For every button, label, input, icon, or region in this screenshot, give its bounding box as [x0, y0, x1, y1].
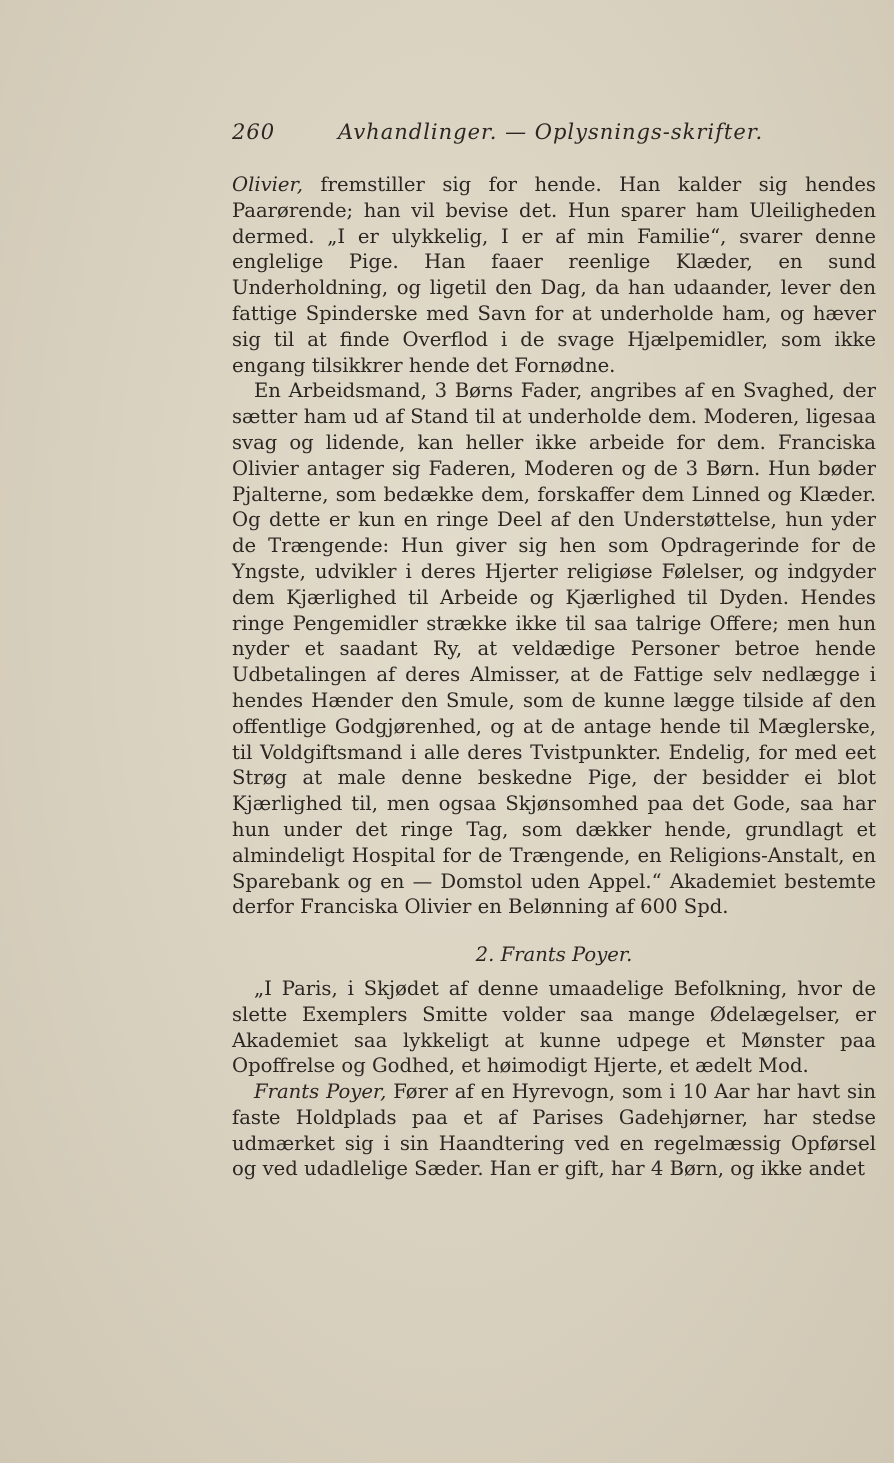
running-header	[232, 120, 792, 144]
body-text	[232, 172, 876, 1182]
paragraph-1-body: fremstiller sig for hende. Han kalder sig hendes Paarørende; han vil bevise det. Hun sparer ham Uleiligheden dermed. „I er ulykkelig, I er af min Familie“, svarer denne englelige Pige. Han faaer reenlige Klæder, en sund Underholdning, og ligetil den Dag, da han udaander, lever den fattige Spinderske med Savn for at underholde ham, og hæver sig til at finde Overflod i de svage Hjælpemidler, som ikke engang tilsikkrer hende det Fornødne.	[232, 173, 876, 377]
page-number: 260	[232, 120, 276, 144]
paragraph-4	[232, 1079, 876, 1182]
paragraph-1	[232, 172, 876, 378]
running-title: Avhandlinger. — Oplysnings-skrifter.	[338, 120, 764, 144]
paragraph-2: En Arbeidsmand, 3 Børns Fader, angribes af en Svaghed, der sætter ham ud af Stand til at underholde dem. Moderen, ligesaa svag og lidende, kan heller ikke arbeide for dem. Franciska Olivier antager sig Faderen, Moderen og de 3 Børn. Hun bøder Pjalterne, som bedække dem, forskaffer dem Linned og Klæder. Og dette er kun en ringe Deel af den Understøttelse, hun yder de Trængende: Hun giver sig hen som Opdragerinde for de Yngste, udvikler i deres Hjerter religiøse Følelser, og indgyder dem Kjærlighed til Arbeide og Kjærlighed til Dyden. Hendes ringe Pengemidler strække ikke til saa talrige Offere; men hun nyder et saadant Ry, at veldædige Personer betroe hende Udbetalingen af deres Almisser, at de Fattige selv nedlægge i hendes Hænder den Smule, som de kunne lægge tilside af den offentlige Godgjørenhed, og at de antage hende til Mæglerske, til Voldgiftsmand i alle deres Tvistpunkter. Endelig, for med eet Strøg at male denne beskedne Pige, der besidder ei blot Kjærlighed til, men ogsaa Skjønsomhed paa det Gode, saa har hun under det ringe Tag, som dækker hende, grundlagt et almindeligt Hospital for de Trængende, en Religions-Anstalt, en Sparebank og en — Domstol uden Appel.“ Akademiet bestemte derfor Franciska Olivier en Belønning af 600 Spd.	[232, 379, 876, 919]
paragraph-3: „I Paris, i Skjødet af denne umaadelige Befolkning, hvor de slette Exemplers Smitte volder saa mange Ødelægelser, er Akademiet saa lykkeligt at kunne udpege et Mønster paa Opoffrelse og Godhed, et høimodigt Hjerte, et ædelt Mod.	[232, 976, 876, 1078]
paragraph-4-lead: Frants Poyer,	[254, 1080, 387, 1104]
section-title: 2. Frants Poyer.	[475, 943, 633, 967]
paragraph-4-body: Fører af en Hyrevogn, som i 10 Aar har havt sin faste Holdplads paa et af Parises Gadehjørner, har stedse udmærket sig i sin Haandtering ved en regelmæssig Opførsel og ved udadlelige Sæder. Han er gift, har 4 Børn, og ikke andet	[232, 1080, 876, 1181]
paragraph-1-lead: Olivier,	[232, 173, 303, 196]
